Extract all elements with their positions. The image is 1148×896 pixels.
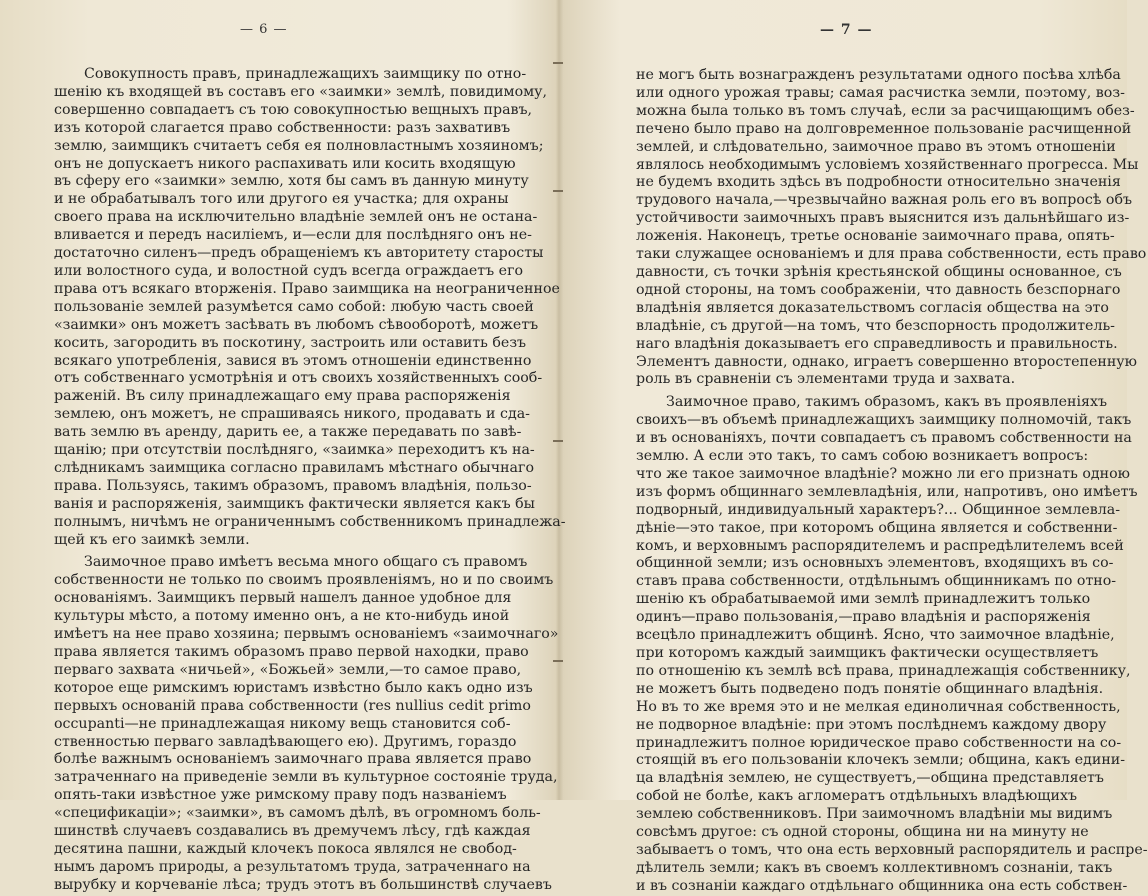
- text-line: одной стороны, на томъ соображеніи, что давность безспорнаго: [636, 281, 1121, 298]
- text-line: своего права на исключительно владѣніе землей онъ не остана-: [54, 209, 538, 226]
- text-line: культуры мѣсто, а потому именно онъ, а не кто-нибудь иной: [54, 608, 510, 625]
- text-line: таки служащее основаніемъ и для права собственности, есть право: [636, 246, 1147, 263]
- text-line: одинъ—право пользованія,—право владѣнія и распоряженія: [636, 609, 1091, 626]
- text-line: ванія и распоряженія, заимщикъ фактически является какъ бы: [54, 495, 535, 512]
- text-line: всецѣло принадлежитъ общинѣ. Ясно, что заимочное владѣніе,: [636, 627, 1115, 644]
- text-line: общинной земли; изъ основныхъ элементовъ, входящихъ въ со-: [636, 555, 1114, 572]
- left-page-text: [54, 66, 566, 895]
- text-line: можна была только въ томъ случаѣ, если за расчищающимъ обез-: [636, 102, 1135, 119]
- text-line: дѣлитель земли; какъ въ своемъ коллективномъ сознаніи, такъ: [636, 859, 1113, 876]
- text-line: стоящій въ его пользованіи клочекъ земли; община, какъ едини-: [636, 752, 1126, 769]
- text-line: землею, онъ можетъ, не спрашиваясь никого, продавать и сда-: [54, 406, 530, 423]
- text-line: по отношенію къ землѣ всѣ права, принадлежащія собственнику,: [636, 662, 1131, 679]
- text-line: шенію къ входящей въ составъ его «заимки» землѣ, повидимому,: [54, 83, 548, 100]
- text-line: которое еще римскимъ юристамъ извѣстно было какъ одно изъ: [54, 679, 533, 696]
- text-line: собственности не только по своимъ проявленіямъ, но и по своимъ: [54, 572, 554, 589]
- text-line: или одного урожая травы; самая расчистка земли, поэтому, воз-: [636, 84, 1125, 101]
- text-line: изъ которой слагается право собственности: разъ захвативъ: [54, 119, 511, 136]
- text-line: первыхъ основаній права собственности (res nullius cedit primo: [54, 697, 531, 714]
- text-line: пользованіе землей разумѣется само собой: любую часть своей: [54, 298, 534, 315]
- text-line: подворный, индивидуальный характеръ?... Общинное землевла-: [636, 501, 1120, 518]
- text-line: комъ, и верховнымъ распорядителемъ и распредѣлителемъ всей: [636, 537, 1124, 554]
- text-line: всякаго употребленія, завися въ этомъ отношеніи единственно: [54, 352, 532, 369]
- text-line: забываетъ о томъ, что она есть верховный распорядитель и распре-: [636, 841, 1148, 858]
- text-line: косить, загородить въ поскотину, застроить или оставить безъ: [54, 334, 527, 351]
- text-line: являлось необходимымъ условіемъ хозяйственнаго прогресса. Мы: [636, 156, 1139, 173]
- text-line: ственностью перваго завладѣвающего ею). Другимъ, гораздо: [54, 733, 517, 750]
- text-line: при которомъ каждый заимщикъ фактически осуществляетъ: [636, 645, 1099, 661]
- right-page-text: [636, 67, 1148, 896]
- text-line: отъ собственнаго усмотрѣнія и отъ своихъ хозяйственныхъ сооб-: [54, 370, 543, 387]
- paragraph: [54, 66, 566, 549]
- text-line: устойчивости заимочныхъ правъ выяснится изъ дальнѣйшаго из-: [636, 210, 1130, 227]
- text-line: «заимки» онъ можетъ засѣвать въ любомъ сѣвооборотѣ, можетъ: [54, 316, 539, 333]
- text-line: печено было право на долговременное пользованіе расчищенной: [636, 120, 1132, 137]
- text-line: онъ не допускаетъ никого распахивать или косить входящую: [54, 155, 516, 172]
- text-line: владѣнія является доказательствомъ согласія общества на это: [636, 299, 1109, 316]
- right-page-number: — 7 —: [820, 22, 873, 38]
- binding-mark: [553, 62, 563, 64]
- text-line: изъ формъ общиннаго землевладѣнія, или, напротивъ, оно имѣетъ: [636, 483, 1138, 500]
- text-line: Элементъ давности, однако, играетъ совершенно второстепенную: [636, 353, 1137, 370]
- text-line: не подворное владѣніе: при этомъ послѣднемъ каждому двору: [636, 716, 1107, 733]
- paragraph: [636, 394, 1148, 895]
- text-line: Совокупность правъ, принадлежащихъ заимщику по отно-: [84, 66, 527, 82]
- paragraph: [54, 554, 559, 894]
- text-line: щанію; при отсутствіи послѣдняго, «заимка» переходитъ къ на-: [54, 442, 535, 459]
- text-line: наго владѣнія доказываетъ его справедливость и правильность.: [636, 335, 1118, 352]
- text-line: Но въ то же время это и не мелкая единоличная собственность,: [636, 698, 1121, 715]
- text-line: ца владѣнія землею, не существуетъ,—община представляетъ: [636, 770, 1104, 787]
- text-line: вать землю въ аренду, дарить ее, а также передавать по завѣ-: [54, 424, 522, 441]
- text-line: шенію къ обрабатываемой ими землѣ принадлежитъ только: [636, 591, 1091, 608]
- text-line: дѣніе—это такое, при которомъ община является и собственни-: [636, 519, 1118, 536]
- binding-mark: [553, 660, 563, 662]
- text-line: въ сферу его «заимки» землю, хотя бы самъ въ данную минуту: [54, 173, 529, 190]
- text-line: щей къ его заимкѣ земли.: [54, 531, 250, 548]
- text-line: Заимочное право, такимъ образомъ, какъ въ проявленіяхъ: [666, 394, 1107, 411]
- text-line: совсѣмъ другое: съ одной стороны, община ни на минуту не: [636, 824, 1089, 841]
- text-line: достаточно силенъ—предъ обращеніемъ къ авторитету старосты: [54, 245, 544, 262]
- text-line: трудового начала,—чрезвычайно важная роль его въ вопросѣ объ: [636, 192, 1133, 209]
- text-line: принадлежитъ полное юридическое право собственности на со-: [636, 734, 1122, 751]
- text-line: слѣдникамъ заимщика согласно правиламъ мѣстнаго обычнаго: [54, 459, 534, 476]
- text-line: раженій. Въ силу принадлежащаго ему права распоряженія: [54, 388, 511, 405]
- text-line: вливается и передъ насиліемъ, и—если для послѣдняго онъ не-: [54, 227, 532, 244]
- text-line: землею собственниковъ. При заимочномъ владѣніи мы видимъ: [636, 806, 1113, 823]
- text-line: землю. А если это такъ, то самъ собою возникаетъ вопросъ:: [636, 448, 1089, 465]
- text-line: и не обрабатывалъ того или другого ея участка; для охраны: [54, 191, 509, 208]
- text-line: ставъ права собственности, отдѣльнымъ общинникамъ по отно-: [636, 573, 1117, 590]
- text-line: давности, съ точки зрѣнія крестьянской общины основанное, съ: [636, 263, 1122, 280]
- text-line: болѣе важнымъ основаніемъ заимочнаго права является право: [54, 751, 532, 768]
- text-line: опять-таки извѣстное уже римскому праву подъ названіемъ: [54, 787, 507, 804]
- text-line: имѣетъ на нее право хозяина; первымъ основаніемъ «заимочнаго»: [54, 626, 559, 643]
- text-line: что же такое заимочное владѣніе? можно ли его признать одною: [636, 465, 1130, 482]
- text-line: шинствѣ случаевъ создавались въ дремучемъ лѣсу, гдѣ каждая: [54, 823, 531, 840]
- text-line: или волостного суда, и волостной судъ всегда ограждаетъ его: [54, 262, 524, 279]
- left-page-number: — 6 —: [240, 22, 288, 37]
- text-line: ложенія. Наконецъ, третье основаніе заимочнаго права, опять-: [636, 228, 1115, 245]
- text-line: затраченнаго на приведеніе земли въ культурное состояніе труда,: [54, 769, 558, 786]
- binding-mark: [553, 190, 563, 192]
- text-line: права отъ всякаго вторженія. Право заимщика на неограниченное: [54, 280, 560, 297]
- text-line: не можетъ быть подведено подъ понятіе общиннаго владѣнія.: [636, 680, 1104, 697]
- text-line: вырубку и корчеваніе лѣса; трудъ этотъ въ большинствѣ случаевъ: [54, 876, 552, 893]
- paragraph: [636, 67, 1147, 389]
- text-line: Заимочное право имѣетъ весьма много общаго съ правомъ: [84, 554, 528, 571]
- text-line: десятина пашни, каждый клочекъ покоса являлся не свобод-: [54, 840, 517, 857]
- text-line: своихъ—въ объемѣ принадлежащихъ заимщику полномочій, такъ: [636, 412, 1132, 429]
- text-line: владѣніе, съ другой—на томъ, что безспорность продолжитель-: [636, 317, 1115, 334]
- text-line: землю, заимщикъ считаетъ себя ея полновластнымъ хозяиномъ;: [54, 137, 544, 154]
- text-line: не будемъ входить здѣсь въ подробности относительно значенія: [636, 174, 1121, 191]
- text-line: собой не болѣе, какъ агломератъ отдѣльныхъ владѣющихъ: [636, 788, 1077, 805]
- binding-mark: [553, 440, 563, 442]
- text-line: права является такимъ образомъ право первой находки, право: [54, 644, 529, 660]
- text-line: occupanti—не принадлежащая никому вещь становится соб-: [54, 715, 511, 732]
- text-line: перваго захвата «ничьей», «Божьей» земли,—то самое право,: [54, 661, 522, 678]
- text-line: не могъ быть вознагражденъ результатами одного посѣва хлѣба: [636, 67, 1121, 83]
- text-line: и въ основаніяхъ, почти совпадаетъ съ правомъ собственности на: [636, 430, 1132, 447]
- text-line: роль въ сравненіи съ элементами труда и захвата.: [636, 371, 1016, 388]
- text-line: и въ сознаніи каждаго отдѣльнаго общинника она есть собствен-: [636, 877, 1128, 894]
- text-line: нымъ даромъ природы, а результатомъ труда, затраченнаго на: [54, 858, 531, 875]
- text-line: землей, и слѣдовательно, заимочное право въ этомъ отношеніи: [636, 138, 1116, 155]
- text-line: основаніямъ. Заимщикъ первый нашелъ данное удобное для: [54, 590, 512, 607]
- text-line: полнымъ, ничѣмъ не ограниченнымъ собственникомъ принадлежа-: [54, 513, 566, 530]
- text-line: «спецификаціи»; «заимки», въ самомъ дѣлѣ, въ огромномъ боль-: [54, 805, 541, 822]
- text-line: права. Пользуясь, такимъ образомъ, правомъ владѣнія, пользо-: [54, 477, 532, 494]
- text-line: совершенно совпадаетъ съ тою совокупностью вещныхъ правъ,: [54, 101, 533, 118]
